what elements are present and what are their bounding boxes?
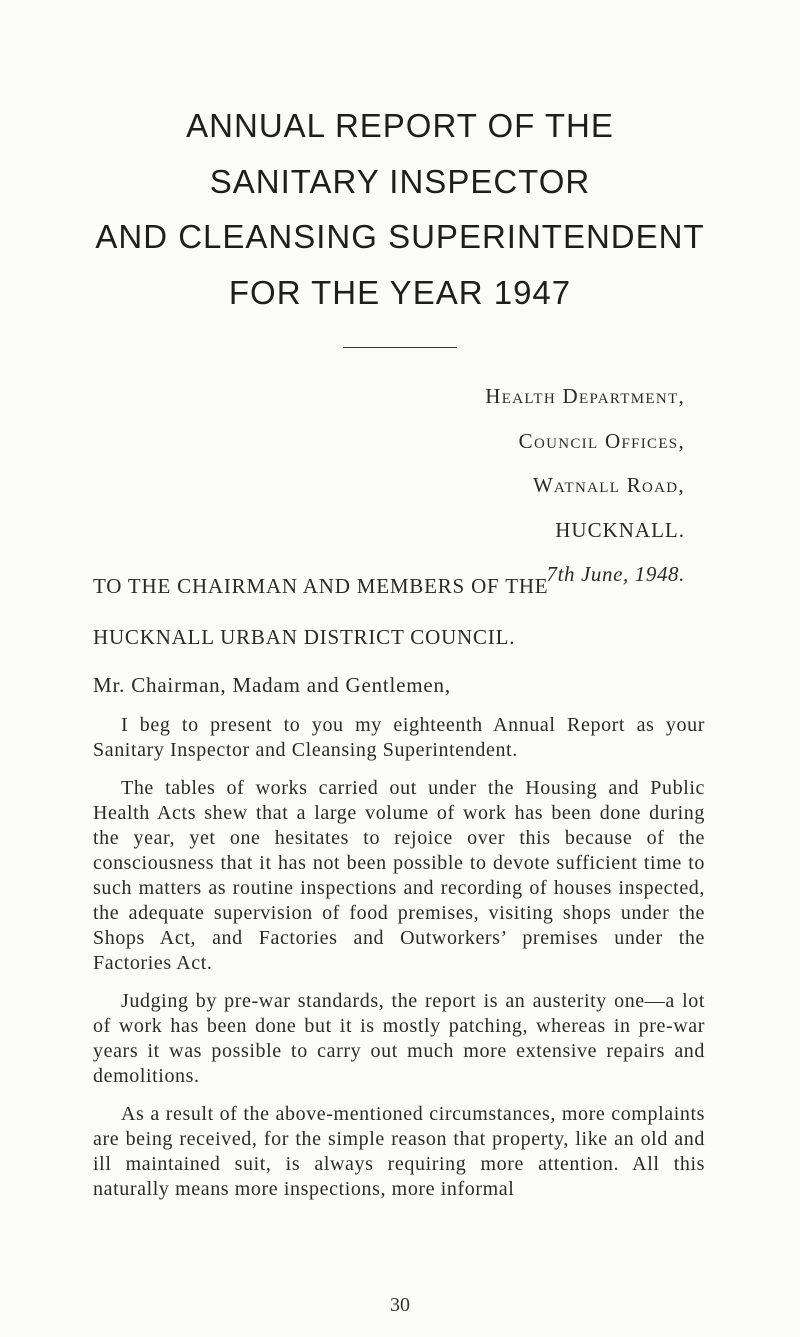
sender-address [485,374,685,597]
report-title-line-1: ANNUAL REPORT OF THE [186,107,614,144]
body-paragraph-4: As a result of the above-mentioned circumstances, more complaints are being received, for the simple reason that property, like an old and ill maintained suit, is always requiring more attention. All this naturally means more inspections, more informal [93,1103,705,1200]
report-title-line-4: FOR THE YEAR 1947 [228,273,572,311]
report-title-line-3: AND CLEANSING SUPERINTENDENT [95,218,705,255]
letter-date: 7th June, 1948. [546,562,685,586]
report-title-line-2: SANITARY INSPECTOR [209,162,591,200]
body-paragraph-2: The tables of works carried out under the Housing and Public Health Acts shew that a large volume of work has been done during the year, yet one hesitates to rejoice over this because of the consciousness that it has not been possible to devote sufficient time to such matters as routine inspections and recording of houses inspected, the adequate supervision of food premises, visiting shops under the Shops Act, and Factories and Outworkers’ premises under the Factories Act. [93,777,705,974]
body-paragraph-3: Judging by pre-war standards, the report is an austerity one—a lot of work has been done but it is mostly patching, whereas in pre-war years it was possible to carry out much more extensive repairs and demolitions. [93,990,705,1087]
address-road: Watnall Road, [532,473,685,497]
addressee-line-2: HUCKNALL URBAN DISTRICT COUNCIL. [93,625,516,649]
page-number: 30 [390,1294,410,1316]
address-town: HUCKNALL. [555,517,685,542]
addressee-line-1: TO THE CHAIRMAN AND MEMBERS OF THE [93,574,549,598]
letter-body [93,713,705,1215]
address-department: Health Department, [485,384,685,408]
body-paragraph-1: I beg to present to you my eighteenth Annual Report as your Sanitary Inspector and Cleansing Superintendent. [93,714,705,761]
address-offices: Council Offices, [518,428,685,453]
report-title [0,98,800,320]
title-divider [343,347,457,348]
salutation: Mr. Chairman, Madam and Gentlemen, [93,673,451,697]
addressee [93,574,548,650]
